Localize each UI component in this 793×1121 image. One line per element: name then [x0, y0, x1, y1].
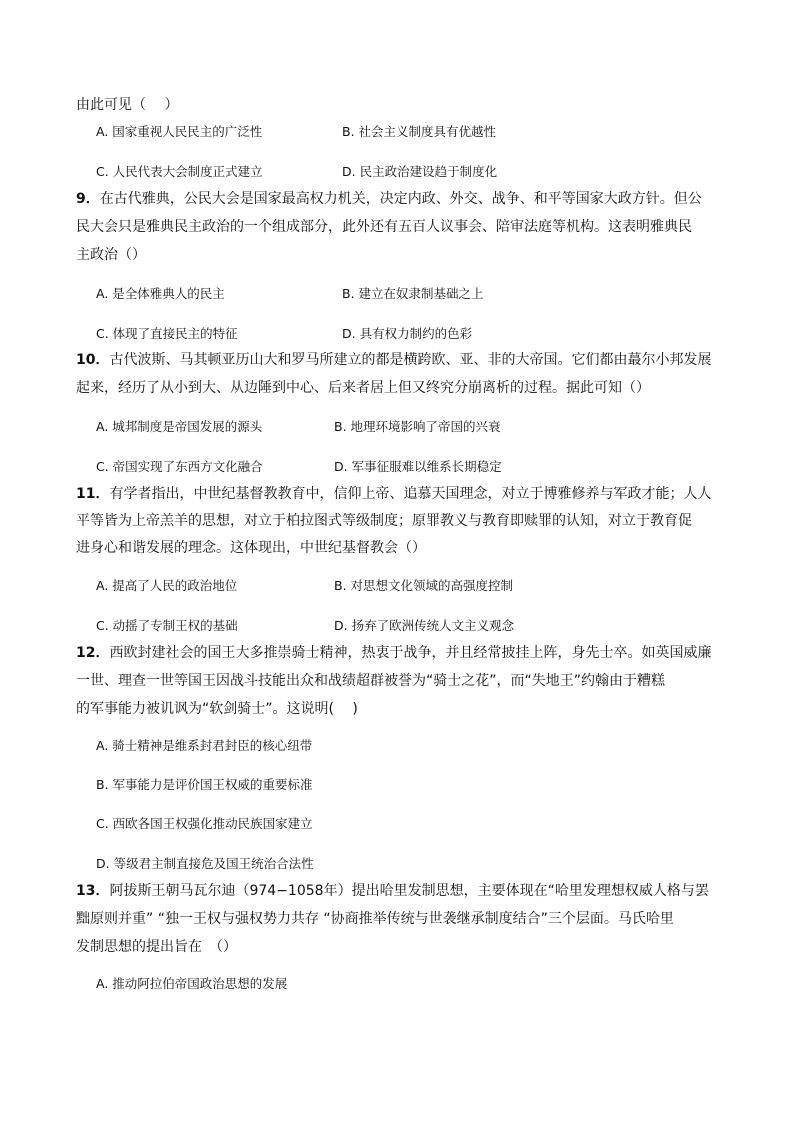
q12-line-3: 的军事能力被讥讽为“软剑骑士”。这说明( ): [76, 701, 358, 717]
q8-option-d: D. 民主政治建设趋于制度化: [342, 164, 498, 179]
q11-line-1: 11．有学者指出，中世纪基督教教育中，信仰上帝、追慕天国理念，对立于博雅修养与军政才能；人人: [76, 486, 712, 502]
q8-option-b: B. 社会主义制度具有优越性: [342, 124, 497, 139]
q12-option-b: B. 军事能力是评价国王权威的重要标准: [96, 777, 313, 792]
q12-option-a: A. 骑士精神是维系封君封臣的核心纽带: [96, 738, 313, 753]
q9-option-d: D. 具有权力制约的色彩: [342, 326, 473, 341]
q8-option-a: A. 国家重视人民民主的广泛性: [96, 124, 263, 139]
q12-line-2: 一世、理查一世等国王因战斗技能出众和战绩超群被誉为“骑士之花”，而“失地王”约翰由于糟糕: [76, 673, 666, 689]
q12-option-c: C. 西欧各国王权强化推动民族国家建立: [96, 816, 313, 831]
q10-line-2: 起来，经历了从小到大、从边陲到中心、后来者居上但又终究分崩离析的过程。据此可知（）: [76, 380, 650, 396]
q13-line-2: 黜原则并重” “独一王权与强权势力共存 “协商推举传统与世袭继承制度结合”三个层面。马氏哈里: [76, 911, 674, 927]
q9-line-1: 9．在古代雅典，公民大会是国家最高权力机关，决定内政、外交、战争、和平等国家大政方针。但公: [76, 191, 702, 207]
q12-option-d: D. 等级君主制直接危及国王统治合法性: [96, 856, 314, 871]
q10-option-a: A. 城邦制度是帝国发展的源头: [96, 419, 263, 434]
q11-option-b: B. 对思想文化领域的高强度控制: [334, 578, 514, 593]
q11-option-a: A. 提高了人民的政治地位: [96, 578, 238, 593]
lead-text: 由此可见（ ）: [76, 97, 179, 113]
q10-option-c: C. 帝国实现了东西方文化融合: [96, 459, 263, 474]
q9-line-2: 民大会只是雅典民主政治的一个组成部分，此外还有五百人议事会、陪审法庭等机构。这表明雅典民: [76, 219, 692, 235]
q10-line-1: 10．古代波斯、马其顿亚历山大和罗马所建立的都是横跨欧、亚、非的大帝国。它们都由蕞尔小邦发展: [76, 352, 712, 368]
q9-option-b: B. 建立在奴隶制基础之上: [342, 286, 484, 301]
q12-line-1: 12．西欧封建社会的国王大多推崇骑士精神，热衷于战争，并且经常披挂上阵，身先士卒。如英国威廉: [76, 645, 712, 661]
q12-number: 12．: [76, 645, 110, 661]
q13-option-a: A. 推动阿拉伯帝国政治思想的发展: [96, 976, 288, 991]
q10-option-d: D. 军事征服难以维系长期稳定: [334, 459, 502, 474]
q9-number: 9．: [76, 191, 100, 207]
q11-number: 11．: [76, 486, 110, 502]
q13-line-1: 13．阿拔斯王朝马瓦尔迪（974−1058年）提出哈里发制思想，主要体现在“哈里发理想权威人格与罢: [76, 883, 709, 899]
q9-line-3: 主政治（）: [76, 247, 146, 263]
q11-option-d: D. 扬弃了欧洲传统人文主义观念: [334, 618, 515, 633]
q9-option-c: C. 体现了直接民主的特征: [96, 326, 238, 341]
q11-option-c: C. 动摇了专制王权的基础: [96, 618, 238, 633]
q10-number: 10．: [76, 352, 110, 368]
q13-number: 13．: [76, 883, 110, 899]
q10-option-b: B. 地理环境影响了帝国的兴衰: [334, 419, 501, 434]
q11-line-3: 进身心和谐发展的理念。这体现出，中世纪基督教会（）: [76, 540, 426, 556]
q9-option-a: A. 是全体雅典人的民主: [96, 286, 225, 301]
q11-line-2: 平等皆为上帝羔羊的思想，对立于柏拉图式等级制度；原罪教义与教育即赎罪的认知，对立于教育促: [76, 513, 692, 529]
q8-option-c: C. 人民代表大会制度正式建立: [96, 164, 263, 179]
q13-line-3: 发制思想的提出旨在 （）: [76, 939, 237, 955]
